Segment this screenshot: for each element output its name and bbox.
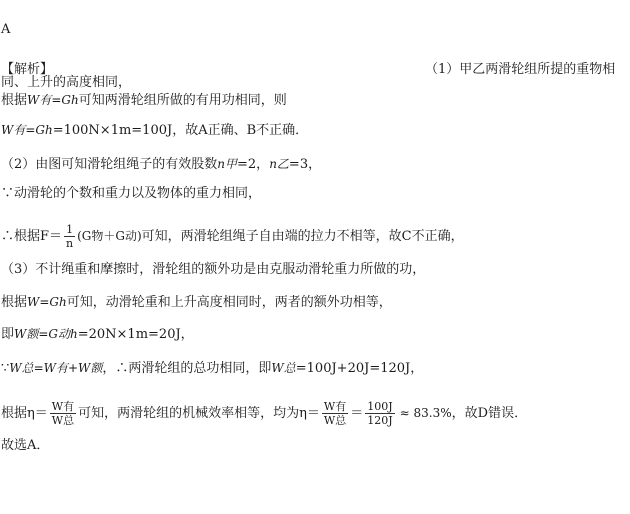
part1-continuation: 同、上升的高度相同， <box>1 75 132 90</box>
text: ∵ <box>1 361 10 376</box>
answer-letter: A <box>1 22 11 37</box>
text: =100J+20J=120J， <box>295 361 424 376</box>
text: ，∴两滑轮组的总功相同，即 <box>102 361 272 376</box>
formula: W额=G动h <box>14 327 78 341</box>
formula: n甲 <box>217 157 238 171</box>
denominator: 120J <box>367 414 393 427</box>
formula: W有=Gh <box>27 93 79 107</box>
part3-line: （3）不计绳重和摩擦时，滑轮组的额外功是由克服动滑轮重力所做的功， <box>1 262 426 277</box>
formula: W有=Gh <box>1 123 53 137</box>
denominator: W总 <box>51 414 75 427</box>
fraction <box>64 223 75 250</box>
value: ≈ 83.3% <box>399 406 452 420</box>
fraction <box>50 400 76 427</box>
denominator: W总 <box>323 414 347 427</box>
text: ∴根据F＝ <box>1 229 63 244</box>
efficiency-line <box>1 398 527 429</box>
text: 可知，动滑轮重和上升高度相同时，两者的额外功相等， <box>66 295 392 310</box>
formula: W总 <box>271 361 296 375</box>
formula: W=Gh <box>27 295 67 309</box>
formula: W总=W有+W额 <box>9 361 103 375</box>
numerator: 100J <box>367 400 393 413</box>
text: ，故D错误． <box>451 406 528 421</box>
text: 可知，两滑轮组绳子自由端的拉力不相等，故C不正确， <box>141 229 464 244</box>
text: 根据 <box>1 295 28 310</box>
fraction <box>322 400 348 427</box>
numerator: W有 <box>51 400 75 413</box>
text: 即 <box>1 327 15 342</box>
text: =2， <box>237 157 270 172</box>
numerator: 1 <box>64 223 75 237</box>
text: 可知，两滑轮组的机械效率相等，均为η＝ <box>78 406 320 421</box>
conclusion-line: 故选A． <box>1 438 50 453</box>
text: 根据 <box>1 93 28 108</box>
useful-work-line <box>1 92 287 109</box>
formula: n乙 <box>269 157 289 171</box>
text: =100N×1m=100J，故A正确、B不正确． <box>52 123 309 138</box>
because-line: ∵动滑轮的个数和重力以及物体的重力相同， <box>1 186 262 201</box>
text: ＝ <box>350 406 364 421</box>
text: （2）由图可知滑轮组绳子的有效股数 <box>1 157 218 172</box>
analysis-tag: 【解析】 <box>1 62 54 77</box>
text: 根据η＝ <box>1 406 48 421</box>
useful-work-calc <box>1 122 308 139</box>
text: 可知两滑轮组所做的有用功相同，则 <box>78 93 287 108</box>
total-work-line <box>1 360 423 377</box>
formula: (G物＋G动) <box>77 229 142 243</box>
part2-line <box>1 156 321 173</box>
numerator: W有 <box>323 400 347 413</box>
fraction <box>365 400 394 427</box>
part1-lead: （1）甲乙两滑轮组所提的重物相 <box>425 62 616 77</box>
text: =20N×1m=20J， <box>77 327 194 342</box>
denominator: n <box>66 237 74 250</box>
extra-work-line <box>1 294 392 311</box>
force-line <box>1 223 464 250</box>
extra-work-calc <box>1 326 194 343</box>
text: =3， <box>288 157 322 172</box>
